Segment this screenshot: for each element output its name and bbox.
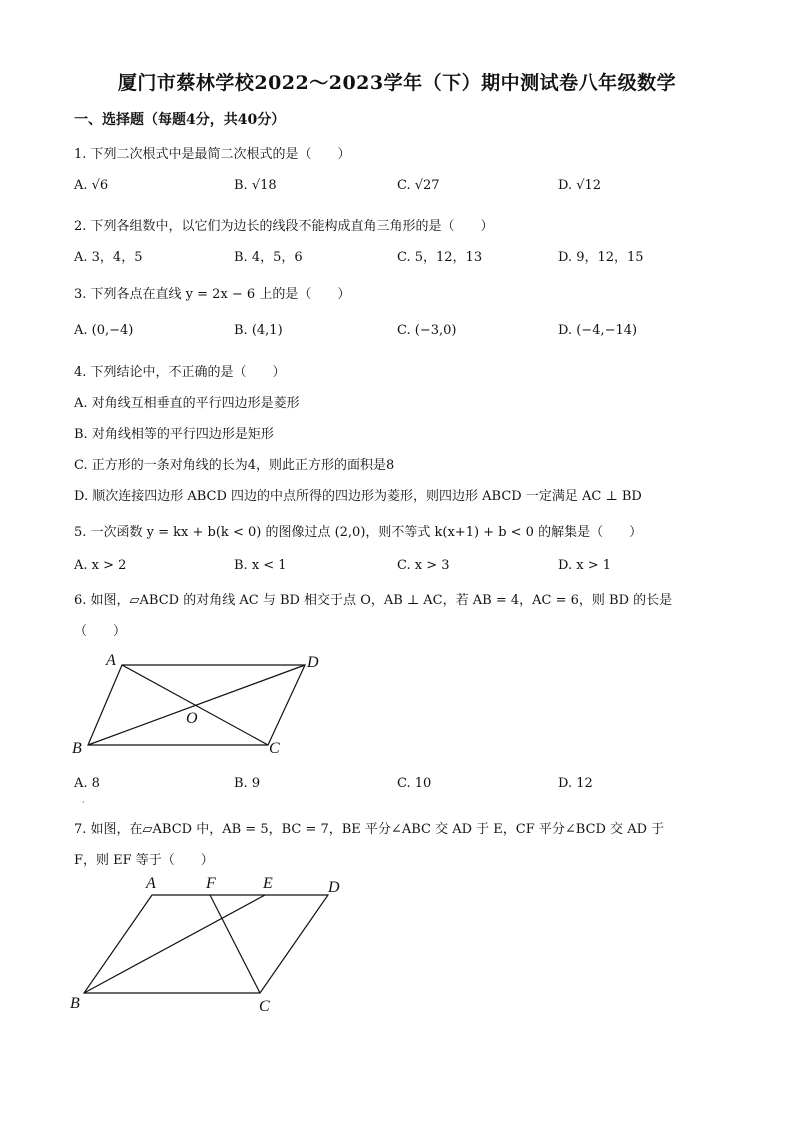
vertex-label-c: C [269, 740, 280, 757]
question-4-option-b[interactable]: B. 对角线相等的平行四边形是矩形 [74, 427, 274, 442]
point-label-e: E [263, 875, 273, 892]
bisector-be [84, 895, 265, 993]
diagonal-bd [88, 665, 305, 745]
question-5-option-c[interactable]: C. x > 3 [397, 558, 450, 573]
question-4-option-d[interactable]: D. 顺次连接四边形 ABCD 四边的中点所得的四边形为菱形，则四边形 ABCD 一定满足 AC ⊥ BD [74, 489, 642, 504]
point-label-f: F [206, 875, 216, 892]
question-7-stem: 7. 如图，在▱ABCD 中，AB = 5，BC = 7，BE 平分∠ABC 交 AD 于 E，CF 平分∠BCD 交 AD 于 [74, 822, 665, 837]
question-5-option-d[interactable]: D. x > 1 [558, 558, 611, 573]
question-6-stem: 6. 如图，▱ABCD 的对角线 AC 与 BD 相交于点 O，AB ⊥ AC，若 AB = 4，AC = 6，则 BD 的长是 [74, 593, 673, 608]
question-7-stem-continued: F，则 EF 等于（ ） [74, 853, 214, 868]
parallelogram-abcd-bisector-diagram [60, 870, 360, 1020]
question-5-option-b[interactable]: B. x < 1 [234, 558, 287, 573]
question-3-option-d[interactable]: D. (−4,−14) [558, 323, 638, 338]
question-1-option-b[interactable]: B. √18 [234, 178, 277, 193]
question-6-option-c[interactable]: C. 10 [397, 776, 432, 791]
question-1-stem: 1. 下列二次根式中是最简二次根式的是（ ） [74, 147, 351, 162]
question-2-option-a[interactable]: A. 3，4，5 [74, 250, 143, 265]
question-3-stem: 3. 下列各点在直线 y = 2x − 6 上的是（ ） [74, 287, 351, 302]
vertex-label-b: B [70, 995, 80, 1012]
vertex-label-d: D [328, 879, 340, 896]
vertex-label-a: A [146, 875, 156, 892]
bisector-cf [210, 895, 260, 993]
vertex-label-b: B [72, 740, 82, 757]
question-3-option-a[interactable]: A. (0,−4) [74, 323, 134, 338]
question-4-stem: 4. 下列结论中，不正确的是（ ） [74, 365, 286, 380]
vertex-label-d: D [307, 654, 319, 671]
question-2-option-b[interactable]: B. 4，5，6 [234, 250, 303, 265]
question-2-stem: 2. 下列各组数中，以它们为边长的线段不能构成直角三角形的是（ ） [74, 219, 494, 234]
question-4-option-a[interactable]: A. 对角线互相垂直的平行四边形是菱形 [74, 396, 300, 411]
vertex-label-c: C [259, 998, 270, 1015]
page-title: 厦门市蔡林学校2022～2023学年（下）期中测试卷八年级数学 [117, 72, 677, 94]
question-2-option-d[interactable]: D. 9，12，15 [558, 250, 644, 265]
question-3-option-b[interactable]: B. (4,1) [234, 323, 283, 338]
section-heading: 一、选择题（每题4分，共40分） [74, 112, 286, 128]
question-4-option-c[interactable]: C. 正方形的一条对角线的长为4，则此正方形的面积是8 [74, 458, 395, 473]
question-6-option-a[interactable]: A. 8 [74, 776, 100, 791]
question-6-option-b[interactable]: B. 9 [234, 776, 261, 791]
question-5-option-a[interactable]: A. x > 2 [74, 558, 127, 573]
question-6-stem-continued: （ ） [74, 624, 127, 639]
question-5-stem: 5. 一次函数 y = kx + b(k < 0) 的图像过点 (2,0)，则不等式 k(x+1) + b < 0 的解集是（ ） [74, 525, 643, 540]
question-1-option-a[interactable]: A. √6 [74, 178, 109, 193]
question-6-option-d[interactable]: D. 12 [558, 776, 593, 791]
question-7-figure [60, 870, 360, 1020]
question-1-option-c[interactable]: C. √27 [397, 178, 440, 193]
question-1-option-d[interactable]: D. √12 [558, 178, 602, 193]
parallelogram-abcd-diagram [60, 645, 340, 770]
vertex-label-a: A [106, 652, 116, 669]
question-2-option-c[interactable]: C. 5，12，13 [397, 250, 483, 265]
question-6-figure [60, 645, 340, 770]
stray-mark: · [82, 798, 85, 807]
parallelogram-outline [84, 895, 328, 993]
center-label-o: O [186, 710, 198, 727]
question-3-option-c[interactable]: C. (−3,0) [397, 323, 457, 338]
